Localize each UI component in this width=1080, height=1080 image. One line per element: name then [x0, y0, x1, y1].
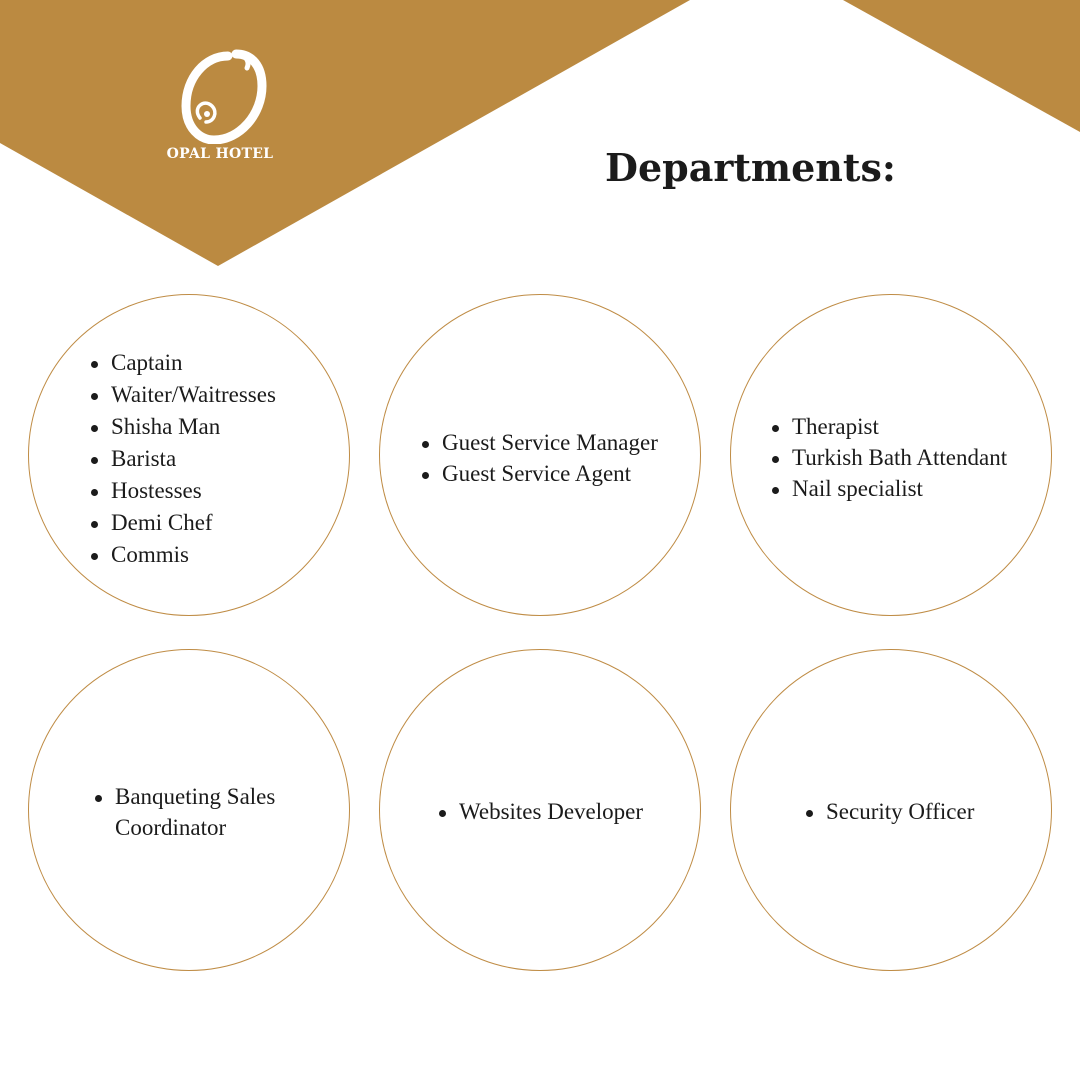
opal-o-monogram-icon — [170, 48, 270, 144]
list-item: Nail specialist — [770, 473, 1007, 504]
list-item: Guest Service Manager — [420, 427, 658, 458]
list-item: Demi Chef — [89, 507, 276, 539]
list-item: Turkish Bath Attendant — [770, 442, 1007, 473]
department-circle-security — [730, 649, 1052, 971]
page-title: Departments: — [605, 145, 896, 190]
gold-corner-triangle — [843, 0, 1080, 132]
list-item: Commis — [89, 539, 276, 571]
role-list — [89, 347, 276, 571]
brand-name: OPAL HOTEL — [166, 146, 274, 162]
role-list — [804, 796, 974, 828]
role-list — [420, 427, 658, 489]
list-item: Barista — [89, 443, 276, 475]
hotel-logo — [155, 48, 285, 162]
role-list — [93, 781, 293, 843]
department-circle-guest-service — [379, 294, 701, 616]
list-item: Shisha Man — [89, 411, 276, 443]
department-circle-food-beverage — [28, 294, 350, 616]
list-item: Websites Developer — [437, 796, 643, 828]
list-item: Therapist — [770, 411, 1007, 442]
list-item: Guest Service Agent — [420, 458, 658, 489]
list-item: Security Officer — [804, 796, 974, 828]
list-item: Waiter/Waitresses — [89, 379, 276, 411]
list-item: Captain — [89, 347, 276, 379]
role-list — [437, 796, 643, 828]
list-item: Hostesses — [89, 475, 276, 507]
department-circle-spa — [730, 294, 1052, 616]
department-circle-banqueting — [28, 649, 350, 971]
list-item: Banqueting Sales Coordinator — [93, 781, 293, 843]
gold-chevron-banner — [0, 0, 690, 266]
role-list — [770, 411, 1007, 504]
department-circle-it — [379, 649, 701, 971]
